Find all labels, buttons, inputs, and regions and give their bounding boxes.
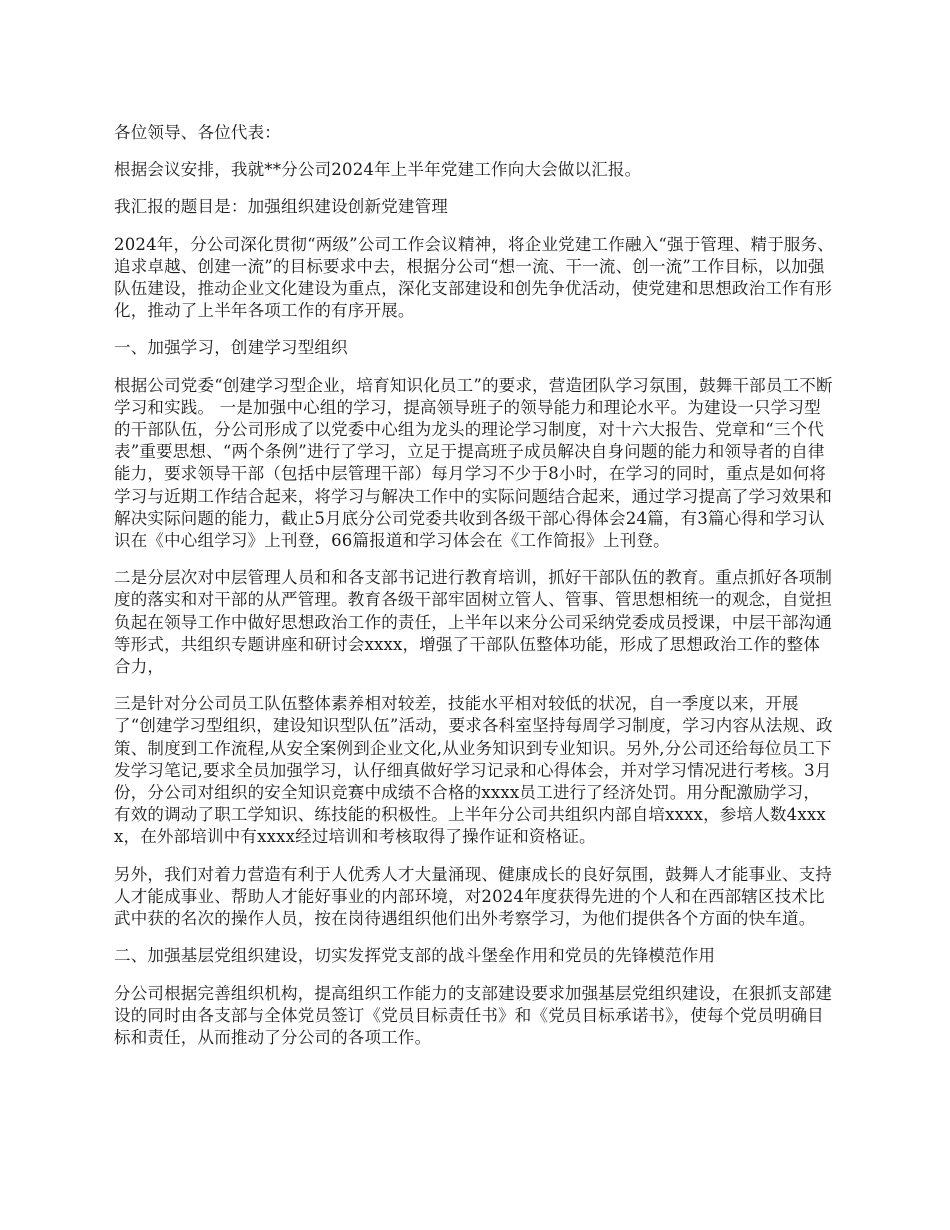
section-heading-2: 二、加强基层党组织建设，切实发挥党支部的战斗堡垒作用和党员的先锋模范作用 — [114, 946, 716, 966]
section1-paragraph-2: 二是分层次对中层管理人员和和各支部书记进行教育培训，抓好干部队伍的教育。重点抓好各项制度的落实和对干部的从严管理。教育各级干部牢固树立管人、管事、管思想相统一的观念，自觉担负起在领导工作中做好思想政治工作的责任，上半年以来分公司采纳党委成员授课，中层干部沟通等形式，共组织专题讲座和研讨会xxxx，增强了干部队伍整体功能，形成了思想政治工作的整体合力， — [114, 568, 833, 677]
overview-paragraph: 2024年，分公司深化贯彻“两级”公司工作会议精神，将企业党建工作融入“强于管理、精于服务、追求卓越、创建一流”的目标要求中去，根据分公司“想一流、干一流、创一流”工作目标，以加强队伍建设，推动企业文化建设为重点，深化支部建设和创先争优活动，使党建和思想政治工作有形化，推动了上半年各项工作的有序开展。 — [114, 234, 834, 321]
section1-paragraph-4: 另外，我们对着力营造有利于人优秀人才大量涌现、健康成长的良好氛围，鼓舞人才能事业、支持人才能成事业、帮助人才能好事业的内部环境，对2024年度获得先进的个人和在西部辖区技术比武中获的名次的操作人员，按在岗待遇组织他们出外考察学习，为他们提供各个方面的快车道。 — [114, 864, 833, 929]
document-body — [114, 122, 834, 1063]
section-heading-1: 一、加强学习，创建学习型组织 — [114, 338, 348, 358]
salutation: 各位领导、各位代表： — [114, 123, 281, 142]
report-topic: 我汇报的题目是：加强组织建设创新党建管理 — [114, 197, 448, 217]
section1-paragraph-1: 根据公司党委“创建学习型企业，培育知识化员工”的要求，营造团队学习氛围，鼓舞干部员工不断学习和实践。 一是加强中心组的学习，提高领导班子的领导能力和理论水平。为建设一只学习型的干部队伍，分公司形成了以党委中心组为龙头的理论学习制度，对十六大报告、党章和“三个代表”重要思想、“两个条例”进行了学习，立足于提高班子成员解决自身问题的能力和领导者的自律能力，要求领导干部（包括中层管理干部）每月学习不少于8小时，在学习的同时，重点是如何将学习与近期工作结合起来，将学习与解决工作中的实际问题结合起来，通过学习提高了学习效果和解决实际问题的能力，截止5月底分公司党委共收到各级干部心得体会24篇，有3篇心得和学习认识在《中心组学习》上刊登，66篇报道和学习体会在《工作简报》上刊登。 — [114, 375, 833, 551]
section2-paragraph-1: 分公司根据完善组织机构，提高组织工作能力的支部建设要求加强基层党组织建设，在狠抓支部建设的同时由各支部与全体党员签订《党员目标责任书》和《党员目标承诺书》，使每个党员明确目标和责任，从而推动了分公司的各项工作。 — [114, 983, 833, 1047]
section1-paragraph-3: 三是针对分公司员工队伍整体素养相对较差，技能水平相对较低的状况，自一季度以来，开展了“创建学习型组织，建设知识型队伍”活动，要求各科室坚持每周学习制度，学习内容从法规、政策、制度到工作流程,从安全案例到企业文化,从业务知识到专业知识。另外,分公司还给每位员工下发学习笔记,要求全员加强学习，认仔细真做好学习记录和心得体会，并对学习情况进行考核。3月份，分公司对组织的安全知识竞赛中成绩不合格的xxxx员工进行了经济处罚。用分配激励学习，有效的调动了职工学知识、练技能的积极性。上半年分公司共组织内部自培xxxx，参培人数4xxxx，在外部培训中有xxxx经过培训和考核取得了操作证和资格证。 — [114, 694, 833, 847]
intro-paragraph: 根据会议安排，我就**分公司2024年上半年党建工作向大会做以汇报。 — [114, 160, 642, 180]
